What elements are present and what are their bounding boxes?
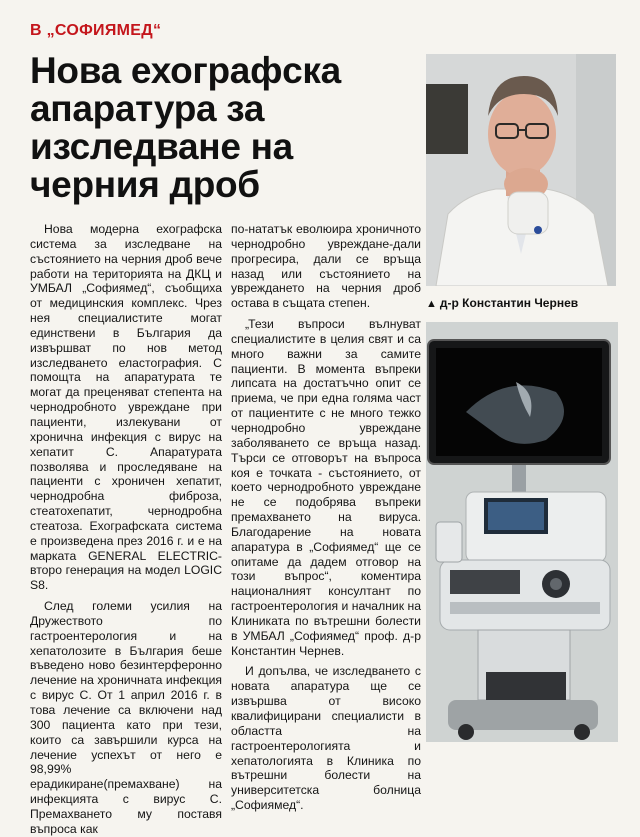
- paragraph: И допълва, че изследването с новата апаратура ще се извършва от високо квалифицирани специалисти в областта на гастроентерологията и хепатологията в Клиника по вътрешни болести на университетска болница „Софиямед“.: [231, 664, 421, 813]
- section-kicker: В „СОФИЯМЕД“: [30, 22, 162, 39]
- ultrasound-machine-photo: [426, 322, 618, 742]
- caption-text: д-р Константин Чернев: [439, 296, 579, 310]
- article-column-1: [30, 222, 222, 837]
- paragraph: Нова модерна ехографска система за изследване на състоянието на черния дроб вече работи на територията на ДКЦ и УМБАЛ „Софиямед“, съобщиха от медицинския комплекс. Чрез нея специалистите могат единствени в България да извършват по нов метод изследването еластография. С помощта на апаратурата те могат да преценяват степента на чернодробното увреждане при пациенти, излекувани от хронична инфекция с вирус на хепатит С. Апаратурата позволява и проследяване на пациенти с хроничен хепатит, чернодробна фиброза, стеатохепатит, чернодробна стеатоза. Ехографската система е произведена през 2016 г. и е на марката GENERAL ELECTRIC- второ генерация на модел LOGIC S8.: [30, 222, 222, 593]
- triangle-marker-icon: ▲: [426, 298, 437, 310]
- doctor-portrait-photo: [426, 54, 616, 286]
- article-headline: Нова ехографска апаратура за изследване на черния дроб: [30, 50, 341, 205]
- article-column-2: [231, 222, 421, 813]
- photo-caption: [426, 296, 626, 310]
- doctor-portrait-icon: [426, 54, 616, 286]
- paragraph: „Тези въпроси вълнуват специалистите в целия свят и са много важни за самите пациенти. В момента въпреки липсата на достатъчно опит се приема, че при една голяма част от пациентите с не много тежко чернодробно увреждане заболяването се връща назад. Търси се отговорът на въпроса коя е точката - състоянието, от което чернодробното увреждане не се подобрява въпреки премахването на вируса. Благодарение на новата апаратура в „Софиямед“ ще се опитаме да дадем отговор на този въпрос“, коментира националният консултант по гастроентерология и началник на Клиниката по вътрешни болести в УМБАЛ „Софиямед“ проф. д-р Константин Чернев.: [231, 317, 421, 658]
- ultrasound-machine-icon: [426, 322, 618, 742]
- paragraph: След големи усилия на Дружеството по гастроентерология и на хепатолозите в България беше въведено ново безинтерферонно лечение на хроничната инфекция с вирус С. От 1 април 2016 г. в това лечение са включени над 300 пациента като при тези, които са завършили курса на лечение успехът от него е 98,99% ерадикиране(премахване) на инфекцията с вирус С. Премахването му поставя въпроса как: [30, 599, 222, 836]
- paragraph: по-нататък еволюира хроничното чернодробно увреждане-дали прогресира, дали се връща назад или състоянието на увреждането на черния дроб остава в същата степен.: [231, 222, 421, 311]
